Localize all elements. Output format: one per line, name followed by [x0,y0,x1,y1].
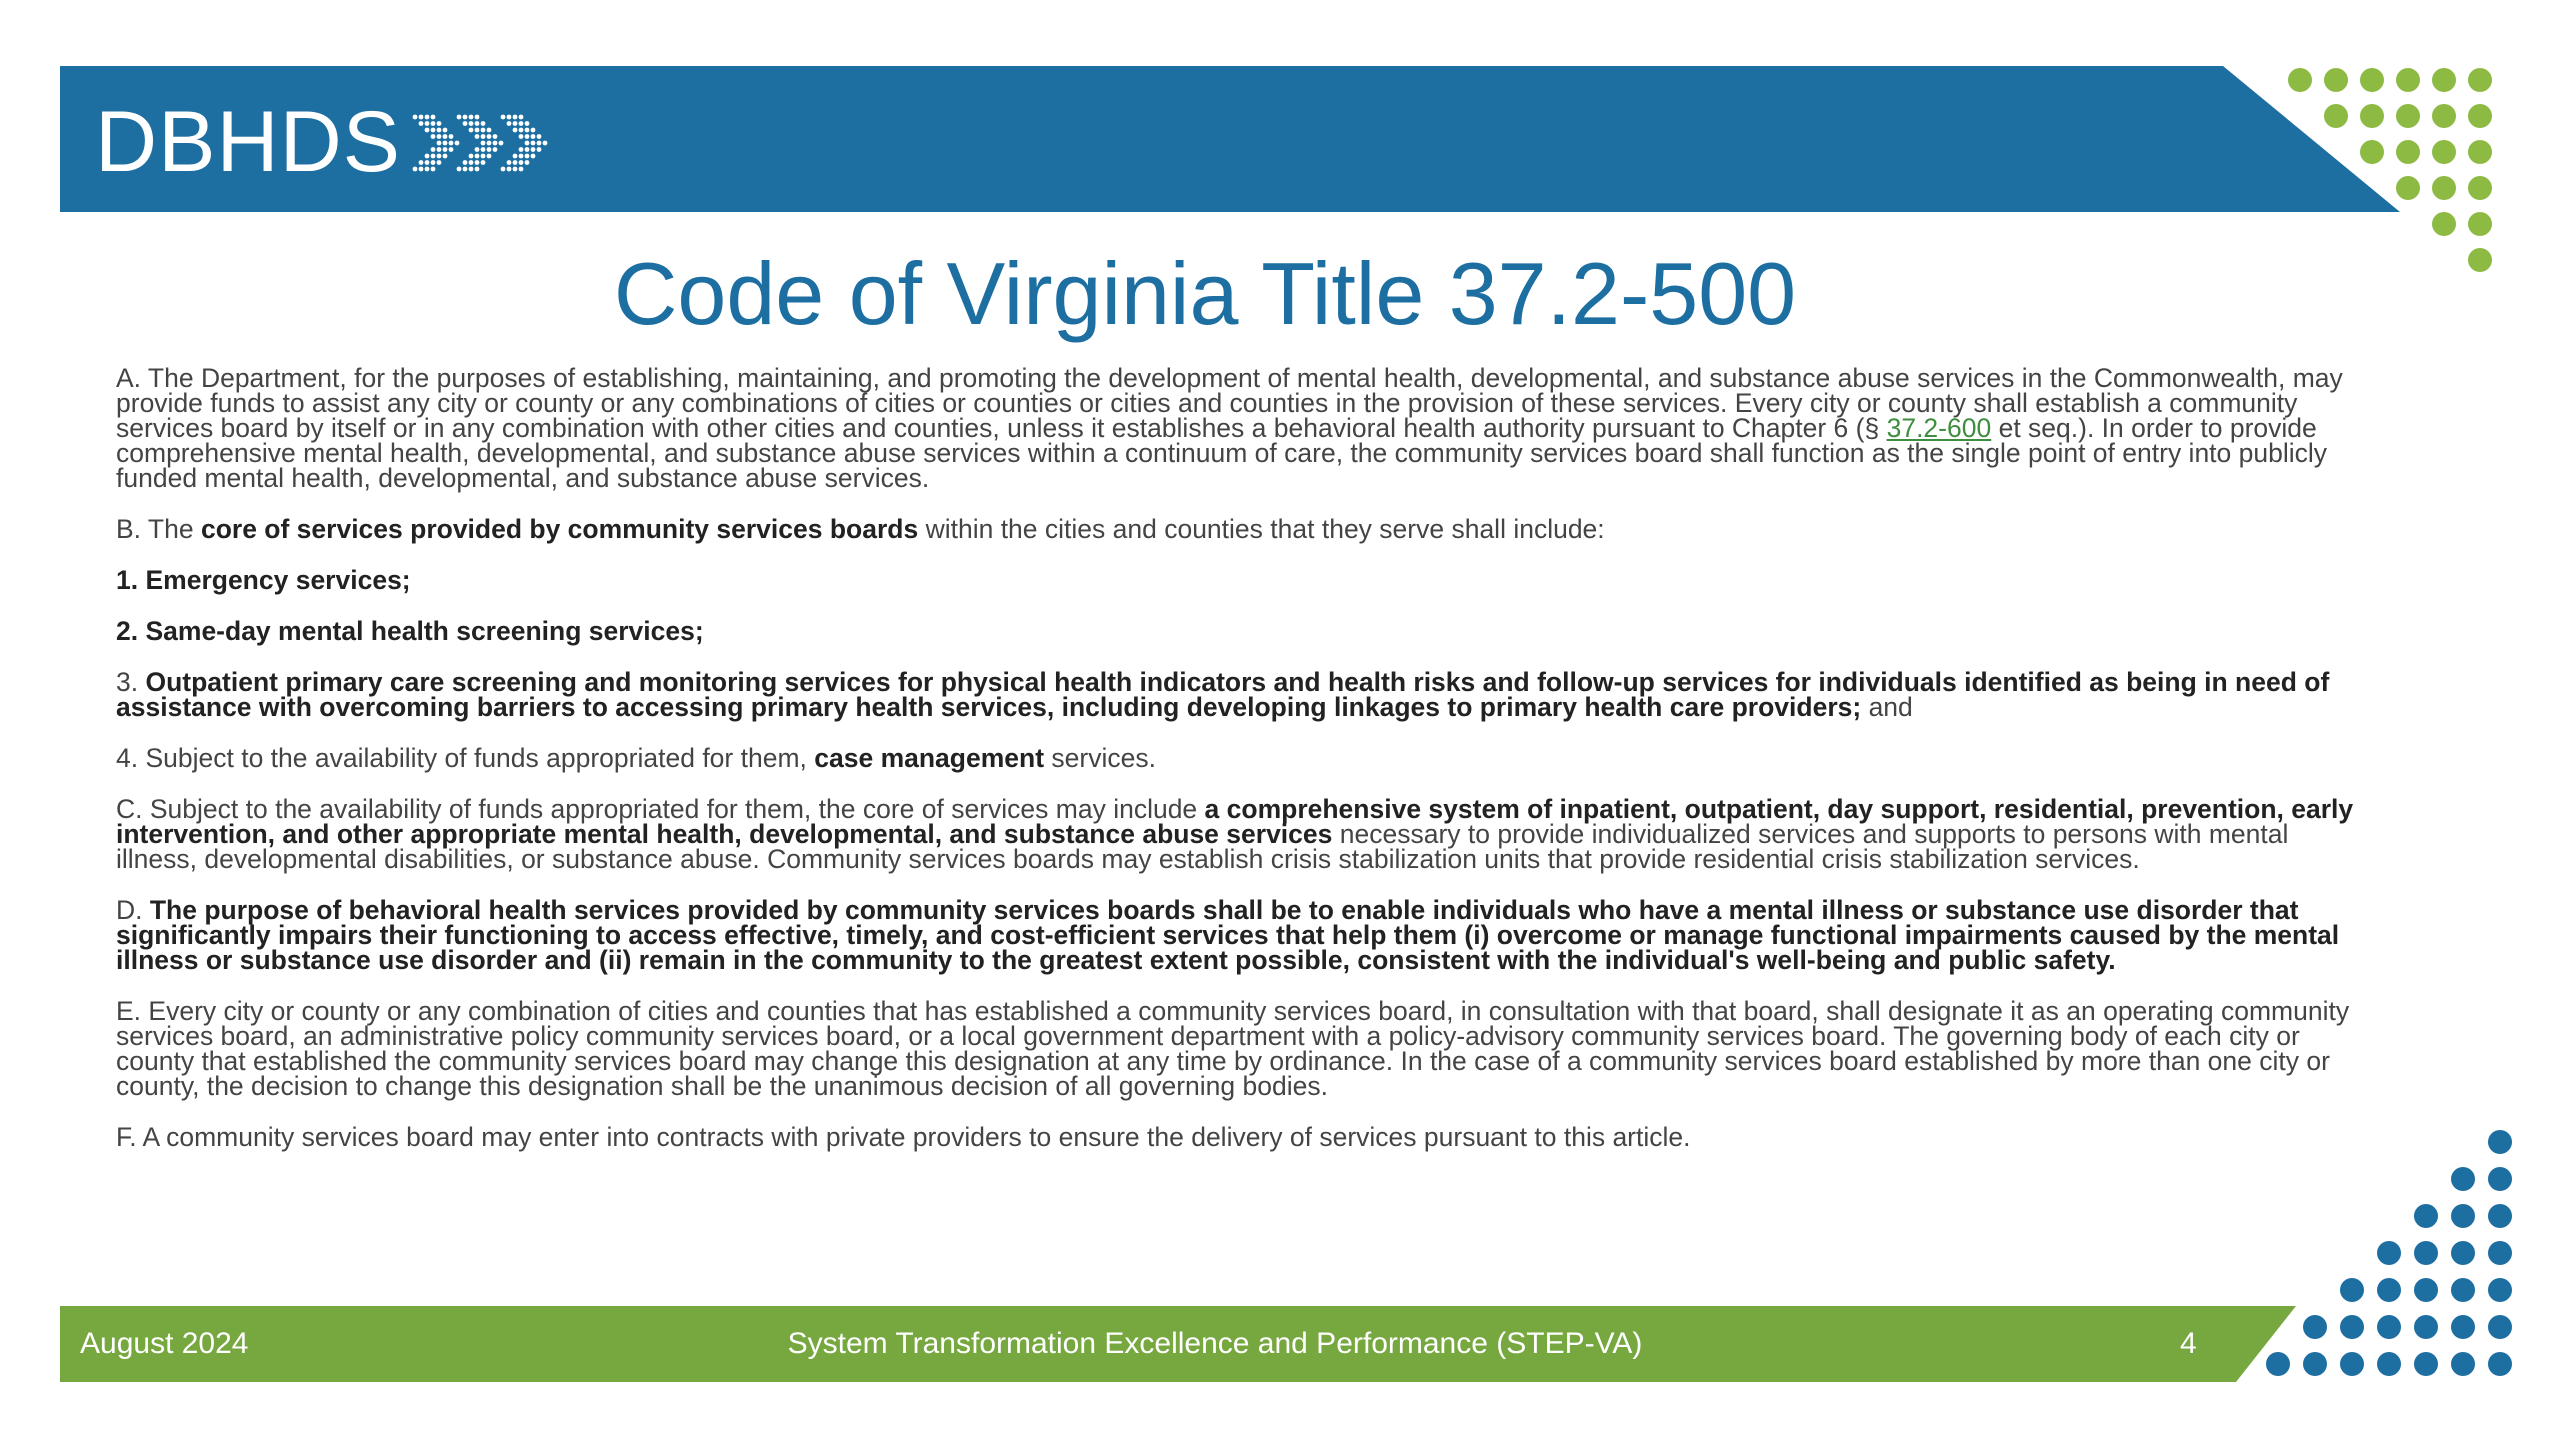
logo-arrow-dot [437,154,442,159]
logo-arrow-dot [519,115,524,120]
logo-arrow-dot [457,167,462,172]
logo-arrow-dot [519,147,524,152]
decor-dot [2396,176,2420,200]
logo-arrow-dot [543,141,548,146]
logo-arrow-dot [507,121,512,126]
logo-arrow-dot [513,115,518,120]
logo-arrow-dot [525,154,530,159]
logo-arrow-dot [531,141,536,146]
decor-dot [2451,1315,2475,1339]
decor-dot [2414,1278,2438,1302]
logo-arrow-dot [419,115,424,120]
logo-arrow-dot [481,128,486,133]
logo-arrow-dot [507,160,512,165]
paragraph-d: D. The purpose of behavioral health services provided by community services boards shall be to enable individuals who have a mental illness or substance use disorder that significantly impairs their functioning to access effective, timely, and cost-efficient services that help them (i) overcome or manage functional impairments caused by the mental illness or substance use disorder and (ii) remain in the community to the greatest extent possible, consistent with the individual's well-being and public safety. [116,895,2340,975]
logo-arrow-dot [481,141,486,146]
logo-arrow-dot [507,167,512,172]
decor-dot [2360,68,2384,92]
logo-arrow-dot [475,147,480,152]
decor-dot [2377,1241,2401,1265]
decor-dot [2451,1278,2475,1302]
logo-arrow-dot [475,121,480,126]
decor-dot [2468,140,2492,164]
logo-arrow-dot [431,167,436,172]
decor-dot [2468,104,2492,128]
logo-arrow-dot [519,154,524,159]
logo-arrow-dot [443,128,448,133]
logo-arrow-dot [431,134,436,139]
logo-arrow-dot [475,128,480,133]
logo-arrow-dot [493,147,498,152]
logo-arrow-dot [475,167,480,172]
decor-dot [2468,212,2492,236]
logo-arrow-dot [469,115,474,120]
logo-arrow-dot [437,121,442,126]
footer-date: August 2024 [80,1327,249,1360]
decor-dot [2488,1278,2512,1302]
decor-dot [2396,140,2420,164]
logo-arrow-dot [443,141,448,146]
decor-dot [2396,68,2420,92]
logo-arrow-dot [463,115,468,120]
logo-arrow-dot [443,154,448,159]
decor-dot [2432,212,2456,236]
logo-arrow-dot [481,147,486,152]
logo-arrow-dot [525,160,530,165]
logo-arrow-dot [457,115,462,120]
logo-arrow-dot [425,115,430,120]
logo-arrow-dot [537,141,542,146]
logo-arrow-dot [525,141,530,146]
logo-arrow-dot [487,147,492,152]
logo-arrow-dot [513,154,518,159]
logo-arrow-dot [437,147,442,152]
decor-dot [2288,68,2312,92]
decor-dot [2488,1204,2512,1228]
decor-dot [2488,1130,2512,1154]
decor-dot [2340,1278,2364,1302]
decor-dot [2324,104,2348,128]
logo-arrow-dot [431,154,436,159]
logo-arrow-dot [487,141,492,146]
decor-dot [2432,176,2456,200]
logo-arrow-dot [463,121,468,126]
list-item-1: 1. Emergency services; [116,565,411,595]
logo-arrow-dot [487,134,492,139]
top-right-dot-pattern [2280,60,2520,280]
decor-dot [2451,1241,2475,1265]
logo-arrow-dot [525,147,530,152]
logo-arrow-dot [425,167,430,172]
logo-arrow-dot [481,160,486,165]
logo-text: DBHDS [95,94,402,190]
logo-arrow-dot [501,167,506,172]
logo-arrow-dot [531,154,536,159]
logo-arrow-dot [537,147,542,152]
decor-dot [2414,1204,2438,1228]
logo-arrow-dot [487,154,492,159]
logo-arrow-dot [437,160,442,165]
logo-arrow-dot [463,167,468,172]
statute-link-37-2-600[interactable]: 37.2-600 [1886,413,1992,443]
logo-arrow-dot [431,121,436,126]
logo-arrow-dot [519,167,524,172]
logo-arrow-dot [513,121,518,126]
decor-dot [2488,1315,2512,1339]
logo-arrow-dot [481,121,486,126]
logo-arrow-dot [449,147,454,152]
logo-arrow-dot [481,154,486,159]
logo-arrow-dot [493,134,498,139]
logo-arrow-dot [469,121,474,126]
logo-arrow-dot [507,115,512,120]
logo-arrow-dot [449,141,454,146]
paragraph-f: F. A community services board may enter into contracts with private providers to ensure the delivery of services pursuant to this article. [116,1122,1691,1152]
decor-dot [2377,1278,2401,1302]
logo-arrow-dot [537,134,542,139]
logo-arrow-dot [469,128,474,133]
logo-arrow-dot [425,121,430,126]
logo-arrow-dot [419,167,424,172]
logo-arrow-dot [475,134,480,139]
paragraph-c: C. Subject to the availability of funds appropriated for them, the core of services may include a comprehensive system of inpatient, outpatient, day support, residential, prevention, early intervention, and other appropriate mental health, developmental, and substance abuse services necessary to provide individualized services and supports to persons with mental illness, developmental disabilities, or substance abuse. Community services boards may establish crisis stabilization units that provide residential crisis stabilization services. [116,794,2354,874]
decor-dot [2468,68,2492,92]
decor-dot [2451,1167,2475,1191]
logo-arrow-dot [475,154,480,159]
logo-arrow-dot [437,128,442,133]
decor-dot [2324,68,2348,92]
logo-arrow-dot [469,154,474,159]
footer-title: System Transformation Excellence and Performance (STEP-VA) [787,1327,1643,1360]
chevron-arrows-icon [409,107,559,177]
page-title: Code of Virginia Title 37.2-500 [613,244,1797,343]
decor-dot [2488,1167,2512,1191]
list-item-3: 3. Outpatient primary care screening and monitoring services for physical health indicators and health risks and follow-up services for individuals identified as being in need of assistance with overcoming barriers to accessing primary health services, including developing linkages to primary health care providers; and [116,667,2330,722]
decor-dot [2432,68,2456,92]
paragraph-b: B. The core of services provided by community services boards within the cities and counties that they serve shall include: [116,514,1605,544]
logo-arrow-dot [513,128,518,133]
logo-arrow-dot [475,115,480,120]
logo-arrow-dot [525,134,530,139]
decor-dot [2396,104,2420,128]
logo-arrow-dot [531,128,536,133]
logo-arrow-dot [481,134,486,139]
logo-arrow-dot [419,121,424,126]
logo-arrow-dot [425,128,430,133]
decor-dot [2360,104,2384,128]
paragraph-e: E. Every city or county or any combination of cities and counties that has established a community services board, in consultation with that board, shall designate it as an operating community services board, an administrative policy community services board, or a local government department with a policy-advisory community services board. The governing body of each city or county that established the community services board may change this designation at any time by ordinance. In the case of a community services board established by more than one city or county, the decision to change this designation shall be the unanimous decision of all governing bodies. [116,996,2350,1101]
logo-arrow-dot [475,160,480,165]
decor-dot [2451,1204,2475,1228]
logo-arrow-dot [513,160,518,165]
logo-arrow-dot [443,147,448,152]
logo-arrow-dot [493,141,498,146]
logo-arrow-dot [487,128,492,133]
decor-dot [2488,1352,2512,1376]
decor-dot [2414,1241,2438,1265]
logo-arrow-dot [455,141,460,146]
logo-arrow-dot [425,160,430,165]
logo-arrow-dot [531,134,536,139]
decor-dot [2468,176,2492,200]
logo-arrow-dot [519,134,524,139]
decor-dot [2432,140,2456,164]
list-item-2: 2. Same-day mental health screening services; [116,616,704,646]
logo-arrow-dot [525,128,530,133]
logo-arrow-dot [413,115,418,120]
logo-arrow-dot [463,160,468,165]
logo-arrow-dot [513,167,518,172]
logo-arrow-dot [501,115,506,120]
decor-dot [2360,140,2384,164]
logo-arrow-dot [531,147,536,152]
paragraph-a: A. The Department, for the purposes of establishing, maintaining, and promoting the development of mental health, developmental, and substance abuse services in the Commonwealth, may provide funds to assist any city or county or any combinations of cities or counties or cities and counties in the provision of these services. Every city or county shall establish a community services board by itself or in any combination with other cities and counties, unless it establishes a behavioral health authority pursuant to Chapter 6 (§ 37.2-600 et seq.). In order to provide comprehensive mental health, developmental, and substance abuse services within a continuum of care, the community services board shall function as the single point of entry into publicly funded mental health, developmental, and substance abuse services. [116,363,2343,493]
logo-arrow-dot [431,115,436,120]
logo-arrow-dot [431,147,436,152]
decor-dot [2432,104,2456,128]
logo-arrow-dot [419,160,424,165]
logo-arrow-dot [449,134,454,139]
logo-arrow-dot [437,141,442,146]
logo-arrow-dot [525,121,530,126]
statute-body [116,363,2376,1176]
decor-dot [2488,1241,2512,1265]
logo-arrow-dot [431,128,436,133]
logo-arrow-dot [425,154,430,159]
logo-arrow-dot [469,160,474,165]
logo-arrow-dot [519,128,524,133]
logo-arrow-dot [443,134,448,139]
logo-arrow-dot [519,121,524,126]
logo-arrow-dot [437,134,442,139]
logo-arrow-dot [469,167,474,172]
decor-dot [2451,1352,2475,1376]
decor-dot [2468,248,2492,272]
logo-arrow-dot [499,141,504,146]
logo-arrow-dot [413,167,418,172]
dbhds-logo [95,92,559,192]
list-item-4: 4. Subject to the availability of funds appropriated for them, case management services. [116,743,1156,773]
logo-arrow-dot [519,160,524,165]
page-number: 4 [2180,1327,2197,1360]
logo-arrow-dot [431,160,436,165]
